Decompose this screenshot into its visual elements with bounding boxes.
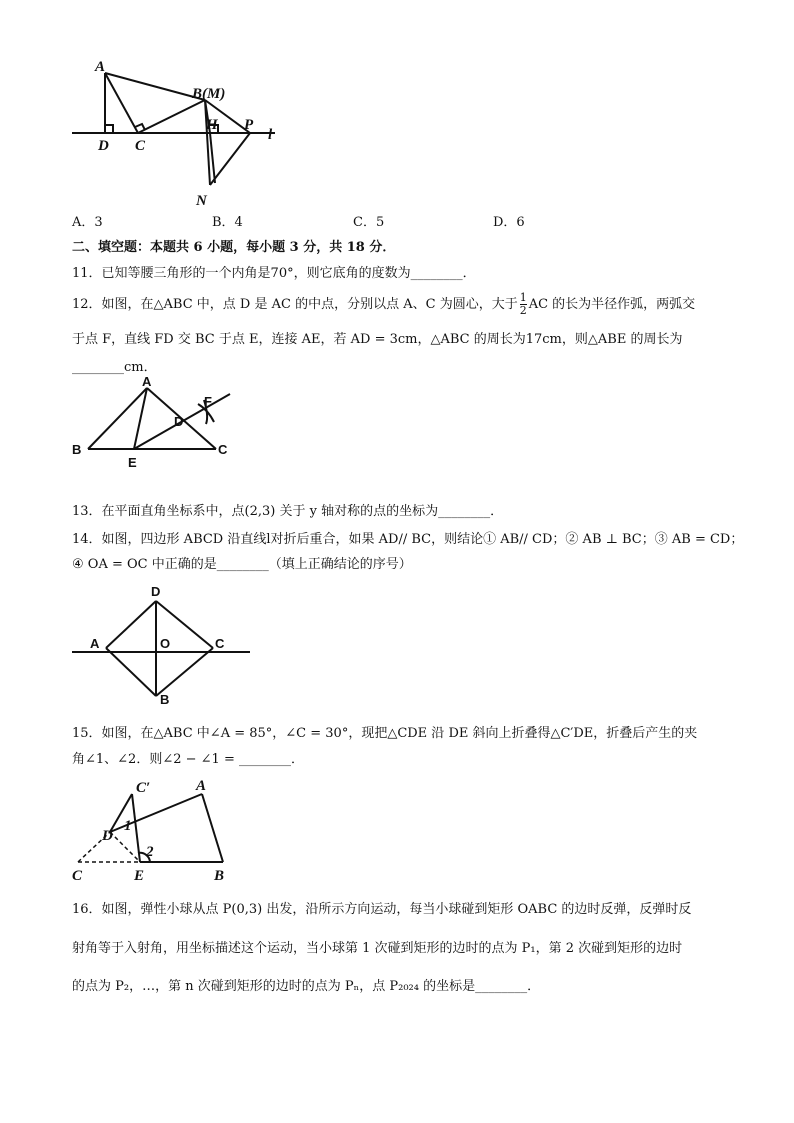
q10-figure [60,55,290,210]
q14-label-C: C [215,636,225,651]
q10-label-B: B(M) [192,86,226,102]
q15-label-E: E [134,868,145,884]
q10-choice-b: B．4 [212,215,243,230]
q15-figure [68,774,238,886]
q16-line1: 16．如图，弹性小球从点 P(0,3) 出发，沿所示方向运动，每当小球碰到矩形 OABC 的边时反弹，反弹时反 [72,902,692,917]
q10-label-H: H [206,117,218,133]
q15-label-Cprime: C′ [136,780,151,796]
section-heading: 二、填空题：本题共 6 小题，每小题 3 分，共 18 分． [72,240,396,255]
q14-figure [68,576,258,706]
q14-label-D: D [151,584,161,599]
q15-line1: 15．如图，在△ABC 中∠A = 85°，∠C = 30°，现把△CDE 沿 DE 斜向上折叠得△C′DE，折叠后产生的夹 [72,726,698,741]
q12-label-A: A [142,376,152,389]
q10-label-D: D [98,138,109,154]
q12-line3: ________cm． [72,360,157,375]
q10-label-A: A [95,59,106,75]
q10-label-P: P [244,117,254,133]
q12-label-B: B [72,442,82,457]
q10-choice-a: A．3 [72,215,103,230]
q12-line1b-text: AC 的长为半径作弧，两弧交 [528,297,696,312]
q10-choice-d: D．6 [493,215,525,230]
q14-line1: 14．如图，四边形 ABCD 沿直线l对折后重合，如果 AD// BC，则结论① AB// CD；② AB ⊥ BC；③ AB = CD； [72,532,744,547]
q11-text: 11．已知等腰三角形的一个内角是70°，则它底角的度数为________． [72,266,476,281]
q16-line3: 的点为 P₂，…，第 n 次碰到矩形的边时的点为 Pₙ，点 P₂₀₂₄ 的坐标是________． [72,979,541,994]
q15-line2: 角∠1、∠2．则∠2 − ∠1 = ________． [72,752,304,767]
q12-line2: 于点 F，直线 FD 交 BC 于点 E，连接 AE，若 AD = 3cm，△ABC 的周长为17cm，则△ABE 的周长为 [72,332,683,347]
q12-label-F: F [204,394,212,409]
q14-label-O: O [160,636,171,651]
q12-fraction [520,292,527,317]
q15-label-1: 1 [124,818,132,834]
q15-label-A: A [196,778,207,794]
q15-label-C: C [72,868,83,884]
q12-fraction-den: 2 [519,304,527,317]
q12-line1-text: 12．如图，在△ABC 中，点 D 是 AC 的中点，分别以点 A、C 为圆心，大于 [72,297,518,312]
q10-label-N: N [196,193,207,209]
q14-label-A: A [90,636,100,651]
q10-label-l: l [268,127,273,143]
q14-label-B: B [160,692,170,706]
q12-label-D: D [174,414,184,429]
q15-label-B: B [214,868,225,884]
q12-label-C: C [218,442,228,457]
q13-text: 13．在平面直角坐标系中，点(2,3) 关于 y 轴对称的点的坐标为________． [72,504,504,519]
q12-line1 [72,292,695,317]
q15-label-2: 2 [146,844,154,860]
q12-figure [68,376,243,491]
q12-label-E: E [128,455,137,470]
q16-line2: 射角等于入射角，用坐标描述这个运动，当小球第 1 次碰到矩形的边时的点为 P₁，第 2 次碰到矩形的边时 [72,941,683,956]
q12-fraction-num: 1 [519,291,527,304]
q10-choice-c: C．5 [353,215,385,230]
q14-line2: ④ OA = OC 中正确的是________（填上正确结论的序号） [72,557,412,572]
q15-label-D: D [102,828,113,844]
q10-label-C: C [135,138,146,154]
